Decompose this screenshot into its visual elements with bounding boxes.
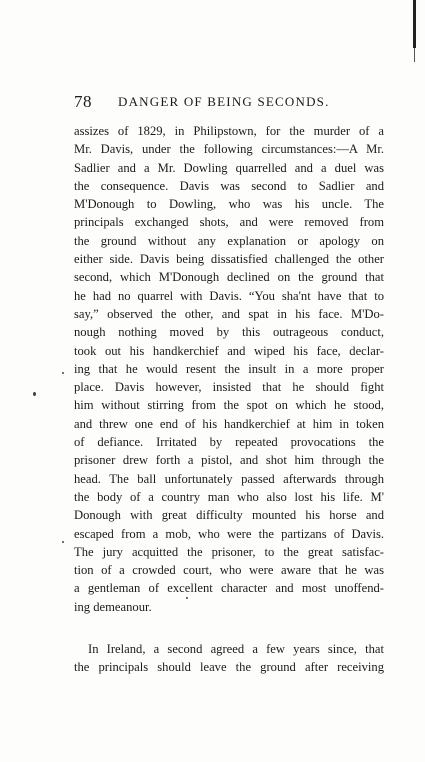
page-edge-rule bbox=[413, 0, 416, 48]
page-header bbox=[74, 92, 344, 112]
ink-speck bbox=[33, 392, 36, 396]
text-line: the body of a country man who also lost his life. M' bbox=[74, 489, 384, 504]
text-line: he had no quarrel with Davis. “You sha'nt have that to bbox=[74, 288, 384, 303]
text-line: the consequence. Davis was second to Sadlier and bbox=[74, 178, 384, 193]
text-line: the ground without any explanation or apology on bbox=[74, 233, 384, 248]
text-line: escaped from a mob, who were the partizans of Davis. bbox=[74, 526, 384, 541]
paragraph-1 bbox=[74, 122, 384, 616]
text-line: Sadlier and a Mr. Dowling quarrelled and a duel was bbox=[74, 160, 384, 175]
text-line: ing demeanour. bbox=[74, 599, 152, 614]
text-line: ing that he would resent the insult in a more proper bbox=[74, 361, 384, 376]
ink-speck bbox=[186, 597, 188, 599]
text-line: either side. Davis being dissatisfied challenged the other bbox=[74, 252, 384, 267]
paragraph-2 bbox=[74, 640, 384, 677]
ink-speck bbox=[62, 372, 64, 374]
text-line: the principals should leave the ground after receiving bbox=[74, 660, 384, 675]
text-line: of defiance. Irritated by repeated provocations the bbox=[74, 435, 384, 450]
text-line: place. Davis however, insisted that he should fight bbox=[74, 380, 384, 395]
text-line: him without stirring from the spot on which he stood, bbox=[74, 398, 384, 413]
text-line: The jury acquitted the prisoner, to the great satisfac- bbox=[74, 544, 384, 559]
text-line: prisoner drew forth a pistol, and shot him through the bbox=[74, 453, 384, 468]
text-line: and threw one end of his handkerchief at him in token bbox=[74, 416, 384, 431]
body-text bbox=[74, 122, 384, 677]
text-line: tion of a crowded court, who were aware that he was bbox=[74, 563, 384, 578]
page-number: 78 bbox=[74, 92, 92, 111]
text-line: say,” observed the other, and spat in his face. M'Do- bbox=[74, 306, 384, 321]
ink-speck bbox=[62, 541, 64, 543]
text-line: Mr. Davis, under the following circumstances:—A Mr. bbox=[74, 142, 384, 157]
text-line: took out his handkerchief and wiped his face, declar- bbox=[74, 343, 384, 358]
text-line: assizes of 1829, in Philipstown, for the murder of a bbox=[74, 124, 384, 138]
text-line: second, which M'Donough declined on the ground that bbox=[74, 270, 384, 285]
text-line: Donough with great difficulty mounted his horse and bbox=[74, 508, 384, 523]
text-line: nough nothing moved by this outrageous conduct, bbox=[74, 325, 384, 340]
running-head: DANGER OF BEING SECONDS. bbox=[118, 94, 330, 109]
paragraph-gap bbox=[74, 616, 384, 640]
page-edge-rule-tail bbox=[414, 48, 415, 62]
text-line: principals exchanged shots, and were removed from bbox=[74, 215, 384, 230]
text-line: In Ireland, a second agreed a few years since, that bbox=[88, 642, 384, 657]
text-line: head. The ball unfortunately passed afterwards through bbox=[74, 471, 384, 486]
text-line: a gentleman of excellent character and most unoffend- bbox=[74, 581, 384, 596]
text-line: M'Donough to Dowling, who was his uncle. The bbox=[74, 197, 384, 212]
